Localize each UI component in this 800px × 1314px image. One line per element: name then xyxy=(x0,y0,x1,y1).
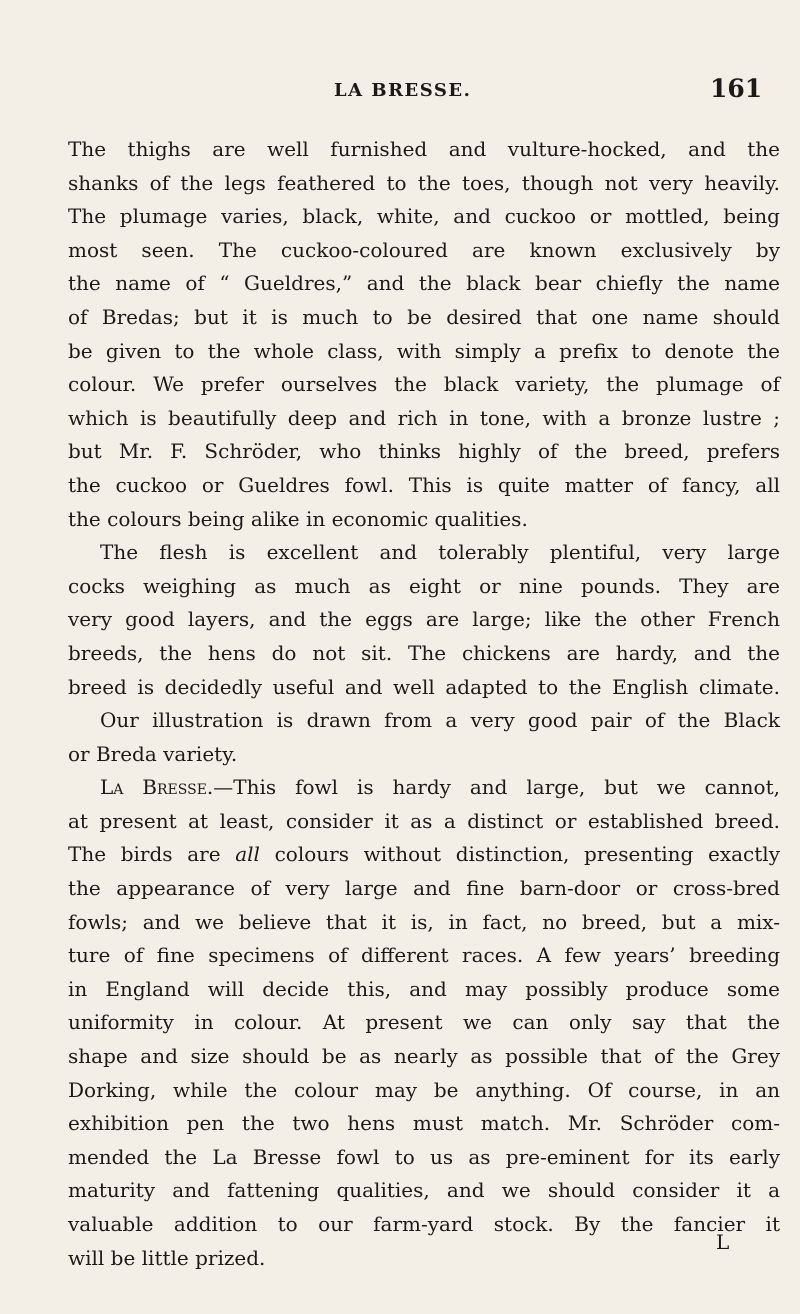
text-line: shanks of the legs feathered to the toes, though not very heavily. xyxy=(68,170,780,195)
text-line: maturity and fattening qualities, and we should consider it a xyxy=(68,1178,780,1203)
text-line: The thighs are well furnished and vulture-hocked, and the xyxy=(68,137,780,161)
text-line: uniformity in colour. At present we can only say that the xyxy=(68,1010,780,1035)
text-line: exhibition pen the two hens must match. Mr. Schröder com- xyxy=(68,1111,780,1136)
text-line: will be little prized. xyxy=(68,1245,266,1270)
text-line: The plumage varies, black, white, and cuckoo or mottled, being xyxy=(68,204,780,229)
text-line: the colours being alike in economic qualities. xyxy=(68,506,528,531)
text-line: in England will decide this, and may possibly produce some xyxy=(68,976,780,1001)
text-fragment: The birds are xyxy=(68,842,236,867)
text-line: which is beautifully deep and rich in tone, with a bronze lustre ; xyxy=(68,405,780,430)
text-line: shape and size should be as nearly as possible that of the Grey xyxy=(68,1044,780,1069)
text-line: colour. We prefer ourselves the black variety, the plumage of xyxy=(68,372,780,397)
text-line: The flesh is excellent and tolerably plentiful, very large xyxy=(100,540,780,565)
text-line: the name of “ Gueldres,” and the black bear chiefly the name xyxy=(68,271,780,296)
text-line: but Mr. F. Schröder, who thinks highly of the breed, prefers xyxy=(68,439,780,464)
text-line: the cuckoo or Gueldres fowl. This is quite matter of fancy, all xyxy=(68,472,780,497)
text-line: of Bredas; but it is much to be desired that one name should xyxy=(68,304,780,329)
italic-emphasis: all xyxy=(235,842,260,867)
la-bresse-paragraph-start xyxy=(68,771,780,805)
text-line: the appearance of very large and fine barn-door or cross-bred xyxy=(68,876,780,901)
text-line: Dorking, while the colour may be anything. Of course, in an xyxy=(68,1077,780,1102)
section-lead: La Bresse. xyxy=(100,775,214,800)
running-title: LA BRESSE. xyxy=(334,80,472,101)
text-line: be given to the whole class, with simply a prefix to denote the xyxy=(68,338,780,363)
text-line: breed is decidedly useful and well adapted to the English climate. xyxy=(68,674,780,699)
text-line: mended the La Bresse fowl to us as pre-eminent for its early xyxy=(68,1144,780,1169)
text-line: fowls; and we believe that it is, in fact, no breed, but a mix- xyxy=(68,909,780,934)
text-line: most seen. The cuckoo-coloured are known exclusively by xyxy=(68,237,780,262)
text-line: breeds, the hens do not sit. The chickens are hardy, and the xyxy=(68,640,780,665)
text-line: very good layers, and the eggs are large; like the other French xyxy=(68,607,780,632)
text-line: ture of fine specimens of different races. A few years’ breeding xyxy=(68,943,780,968)
text-line: or Breda variety. xyxy=(68,741,238,766)
body-text xyxy=(68,133,780,1275)
page-number: 161 xyxy=(710,74,763,103)
text-fragment: —This fowl is hardy and large, but we cannot, xyxy=(213,775,780,800)
text-line: Our illustration is drawn from a very good pair of the Black xyxy=(100,708,780,733)
text-fragment: colours without distinction, presenting exactly xyxy=(259,842,780,867)
text-line: at present at least, consider it as a distinct or established breed. xyxy=(68,808,780,833)
text-line xyxy=(68,838,780,872)
text-line: valuable addition to our farm-yard stock. By the fancier it xyxy=(68,1212,780,1236)
text-line: cocks weighing as much as eight or nine pounds. They are xyxy=(68,573,780,598)
signature-mark: L xyxy=(716,1230,730,1254)
